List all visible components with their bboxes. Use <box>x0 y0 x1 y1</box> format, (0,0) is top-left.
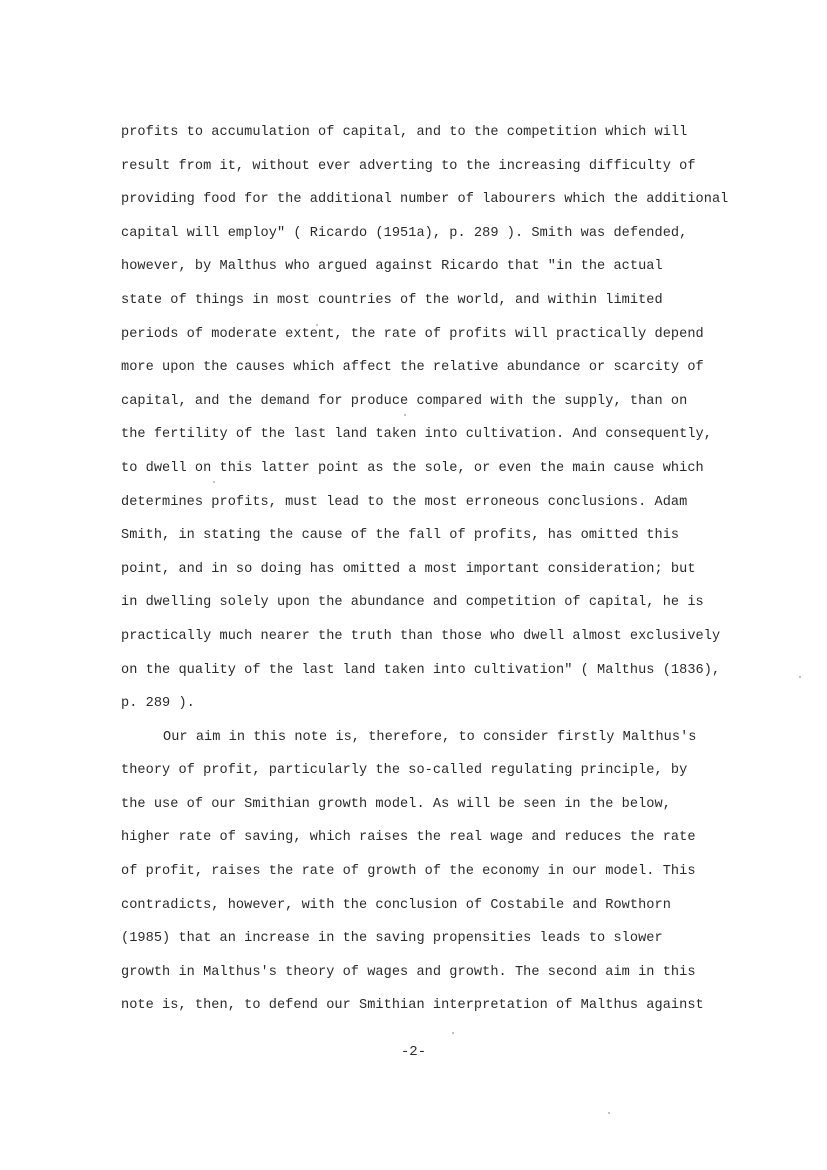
text-line: p. 289 ). <box>121 696 195 712</box>
text-line: theory of profit, particularly the so-called regulating principle, by <box>121 763 688 779</box>
text-line: on the quality of the last land taken into cultivation" ( Malthus (1836), <box>121 662 721 678</box>
text-line: to dwell on this latter point as the sole, or even the main cause which <box>121 460 704 476</box>
text-line: result from it, without ever adverting to the increasing difficulty of <box>121 158 696 174</box>
text-line: capital, and the demand for produce compared with the supply, than on <box>121 393 688 409</box>
text-line: Our aim in this note is, therefore, to consider firstly Malthus's <box>163 729 697 745</box>
text-line: state of things in most countries of the world, and within limited <box>121 292 663 308</box>
text-line: higher rate of saving, which raises the real wage and reduces the rate <box>121 830 696 846</box>
page-number: -2- <box>400 1044 427 1060</box>
scan-speck <box>452 1032 454 1034</box>
text-line: more upon the causes which affect the relative abundance or scarcity of <box>121 360 704 376</box>
text-line: (1985) that an increase in the saving propensities leads to slower <box>121 931 663 947</box>
text-line: profits to accumulation of capital, and to the competition which will <box>121 125 688 140</box>
text-line: practically much nearer the truth than those who dwell almost exclusively <box>121 628 721 644</box>
text-line: contradicts, however, with the conclusion of Costabile and Rowthorn <box>121 897 671 913</box>
scan-speck <box>213 481 215 483</box>
text-line: determines profits, must lead to the most erroneous conclusions. Adam <box>121 494 688 510</box>
text-line: the fertility of the last land taken into cultivation. And consequently, <box>121 427 712 443</box>
text-line: growth in Malthus's theory of wages and growth. The second aim in this <box>121 964 696 980</box>
text-line: point, and in so doing has omitted a most important consideration; but <box>121 561 696 577</box>
text-line: capital will employ" ( Ricardo (1951a), p. 289 ). Smith was defended, <box>121 225 688 241</box>
text-line: in dwelling solely upon the abundance and competition of capital, he is <box>121 595 704 611</box>
text-line: the use of our Smithian growth model. As will be seen in the below, <box>121 796 671 812</box>
scan-speck <box>316 324 318 326</box>
text-line: Smith, in stating the cause of the fall of profits, has omitted this <box>121 528 680 544</box>
scan-speck <box>608 1112 610 1114</box>
scan-speck <box>404 414 406 416</box>
text-line: note is, then, to defend our Smithian interpretation of Malthus against <box>121 998 704 1014</box>
body-text <box>121 116 751 1023</box>
scan-speck <box>799 676 801 678</box>
text-line: providing food for the additional number of labourers which the additional <box>121 192 729 208</box>
text-line: however, by Malthus who argued against Ricardo that "in the actual <box>121 259 663 275</box>
text-line: of profit, raises the rate of growth of the economy in our model. This <box>121 864 696 880</box>
text-line: periods of moderate extent, the rate of profits will practically depend <box>121 326 704 342</box>
